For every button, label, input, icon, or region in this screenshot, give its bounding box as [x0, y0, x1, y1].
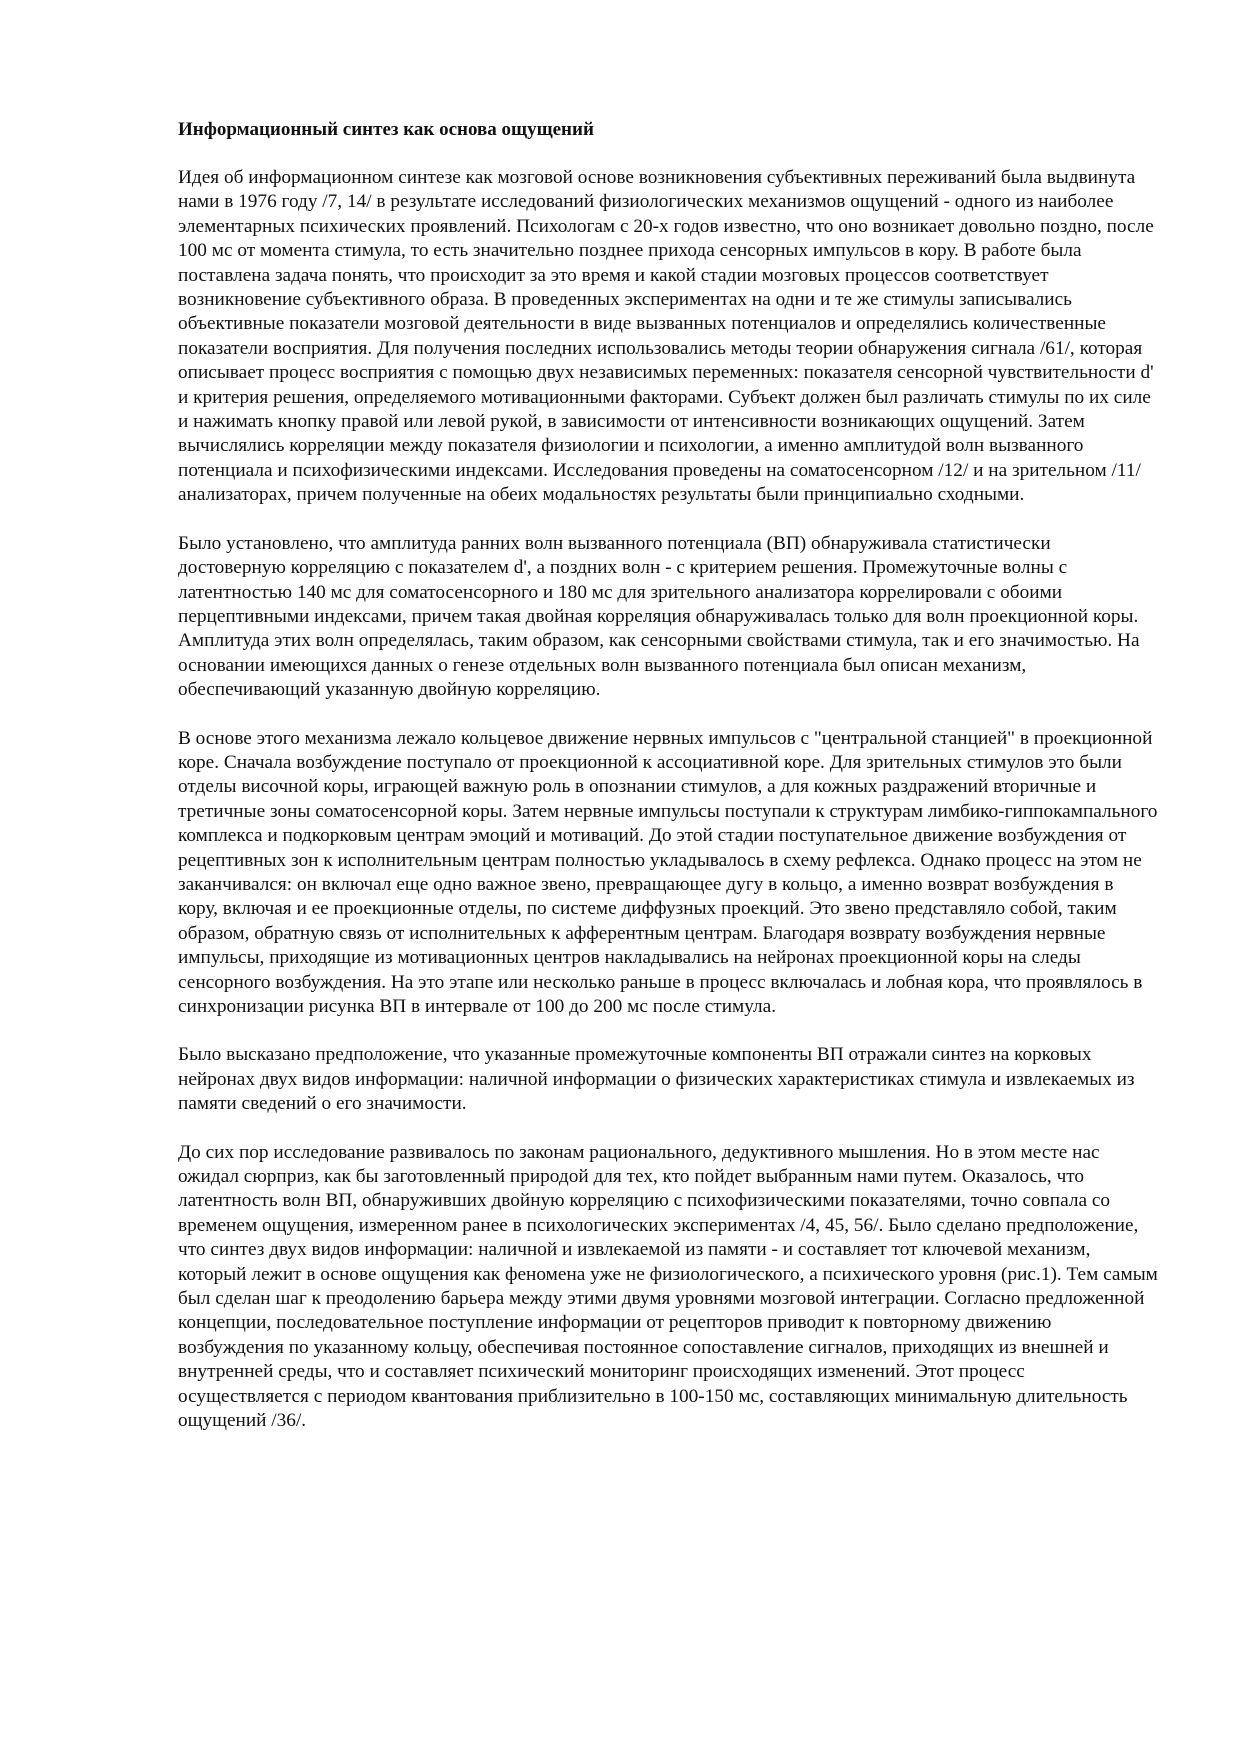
- paragraph-3: В основе этого механизма лежало кольцевое движение нервных импульсов с "центральной станцией" в проекционной коре. Сначала возбуждение поступало от проекционной к ассоциативной коре. Для зрительных стимулов это были отделы височной коры, играющей важную роль в опознании стимулов, а для кожных раздражений вторичные и третичные зоны соматосенсорной коры. Затем нервные импульсы поступали к структурам лимбико-гиппокампального комплекса и подкорковым центрам эмоций и мотиваций. До этой стадии поступательное движение возбуждения от рецептивных зон к исполнительным центрам полностью укладывалось в схему рефлекса. Однако процесс на этом не заканчивался: он включал еще одно важное звено, превращающее дугу в кольцо, а именно возврат возбуждения в кору, включая и ее проекционные отделы, по системе диффузных проекций. Это звено представляло собой, таким образом, обратную связь от исполнительных к афферентным центрам. Благодаря возврату возбуждения нервные импульсы, приходящие из мотивационных центров накладывались на нейронах проекционной коры на следы сенсорного возбуждения. На это этапе или несколько раньше в процесс включалась и лобная кора, что проявлялось в синхронизации рисунка ВП в интервале от 100 до 200 мс после стимула.: [178, 727, 1158, 1017]
- document-title: Информационный синтез как основа ощущений: [178, 119, 594, 140]
- paragraph-4: Было высказано предположение, что указанные промежуточные компоненты ВП отражали синтез на корковых нейронах двух видов информации: наличной информации о физических характеристиках стимула и извлекаемых из памяти сведений о его значимости.: [178, 1044, 1135, 1115]
- document-body: [178, 118, 1158, 1458]
- paragraph-1: Идея об информационном синтезе как мозговой основе возникновения субъективных переживаний была выдвинута нами в 1976 году /7, 14/ в результате исследований физиологических механизмов ощущений - одного из наиболее элементарных психических проявлений. Психологам с 20-х годов известно, что оно возникает довольно поздно, после 100 мс от момента стимула, то есть значительно позднее прихода сенсорных импульсов в кору. В работе была поставлена задача понять, что происходит за это время и какой стадии мозговых процессов соответствует возникновение субъективного образа. В проведенных экспериментах на одни и те же стимулы записывались объективные показатели мозговой деятельности в виде вызванных потенциалов и определялись количественные показатели восприятия. Для получения последних использовались методы теории обнаружения сигнала /61/, которая описывает процесс восприятия с помощью двух независимых переменных: показателя сенсорной чувствительности d' и критерия решения, определяемого мотивационными факторами. Субъект должен был различать стимулы по их силе и нажимать кнопку правой или левой рукой, в зависимости от интенсивности возникающих ощущений. Затем вычислялись корреляции между показателя физиологии и психологии, а именно амплитудой волн вызванного потенциала и психофизическими индексами. Исследования проведены на соматосенсорном /12/ и на зрительном /11/ анализаторах, причем полученные на обеих модальностях результаты были принципиально сходными.: [178, 167, 1154, 506]
- paragraph-5: До сих пор исследование развивалось по законам рационального, дедуктивного мышления. Но в этом месте нас ожидал сюрприз, как бы заготовленный природой для тех, кто пойдет выбранным нами путем. Оказалось, что латентность волн ВП, обнаруживших двойную корреляцию с психофизическими показателями, точно совпала со временем ощущения, измеренном ранее в психологических экспериментах /4, 45, 56/. Было сделано предположение, что синтез двух видов информации: наличной и извлекаемой из памяти - и составляет тот ключевой механизм, который лежит в основе ощущения как феномена уже не физиологического, а психического уровня (рис.1). Тем самым был сделан шаг к преодолению барьера между этими двумя уровнями мозговой интеграции. Согласно предложенной концепции, последовательное поступление информации от рецепторов приводит к повторному движению возбуждения по указанному кольцу, обеспечивая постоянное сопоставление сигналов, приходящих из внешней и внутренней среды, что и составляет психический мониторинг происходящих изменений. Этот процесс осуществляется с периодом квантования приблизительно в 100-150 мс, составляющих минимальную длительность ощущений /36/.: [178, 1141, 1158, 1432]
- paragraph-2: Было установлено, что амплитуда ранних волн вызванного потенциала (ВП) обнаруживала статистически достоверную корреляцию с показателем d', а поздних волн - с критерием решения. Промежуточные волны с латентностью 140 мс для соматосенсорного и 180 мс для зрительного анализатора коррелировали с обоими перцептивными индексами, причем такая двойная корреляция обнаруживалась только для волн проекционной коры. Амплитуда этих волн определялась, таким образом, как сенсорными свойствами стимула, так и его значимостью. На основании имеющихся данных о генезе отдельных волн вызванного потенциала был описан механизм, обеспечивающий указанную двойную корреляцию.: [178, 532, 1140, 701]
